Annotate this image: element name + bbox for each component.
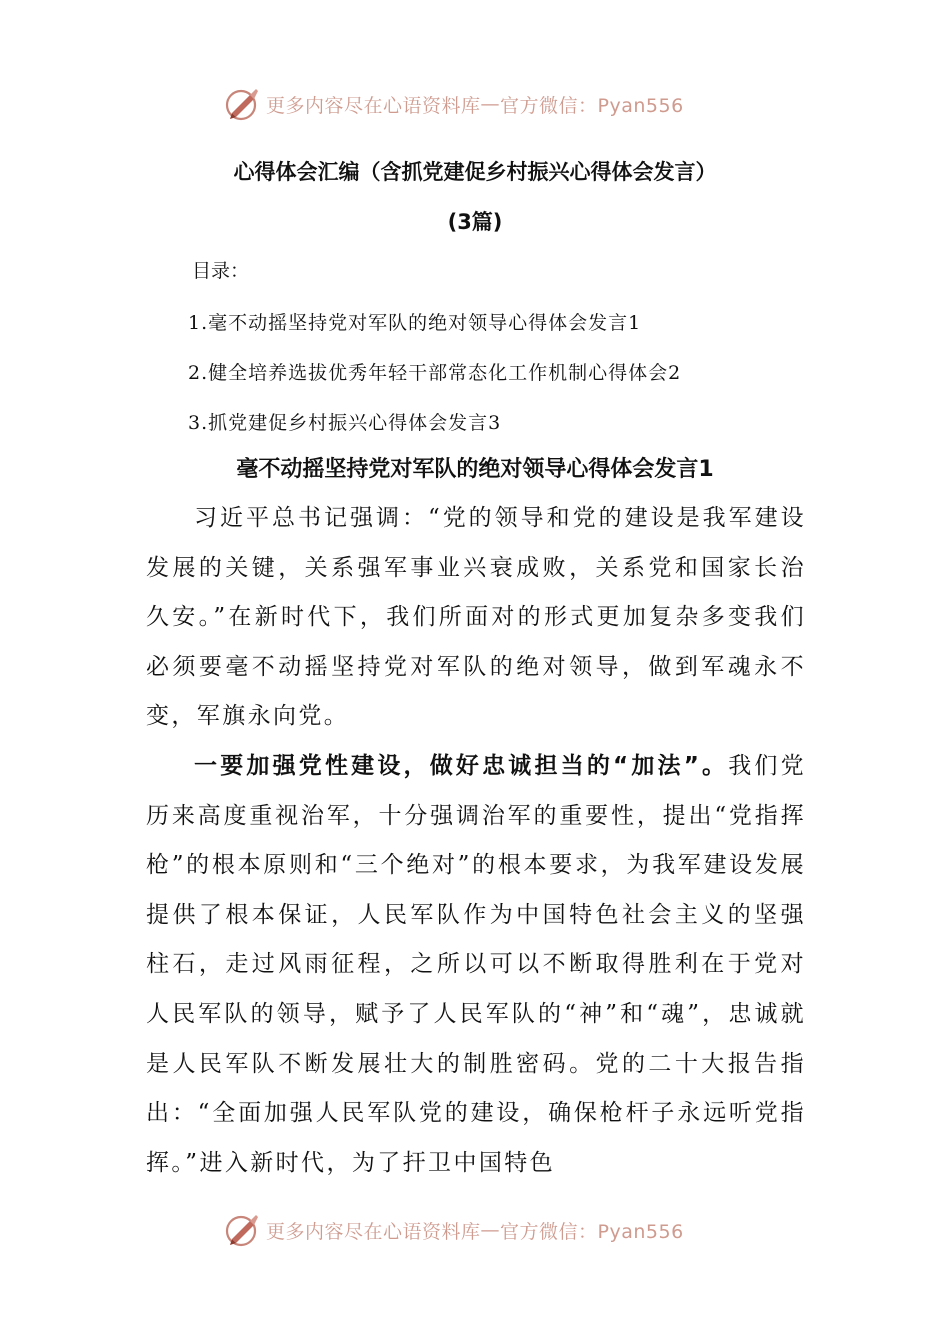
paragraph-2-lead: 一要加强党性建设，做好忠诚担当的“加法”。 bbox=[194, 753, 729, 779]
document-title: 心得体会汇编（含抓党建促乡村振兴心得体会发言） bbox=[233, 160, 717, 184]
toc-item-1[interactable]: 1.毫不动摇坚持党对军队的绝对领导心得体会发言1 bbox=[188, 312, 642, 334]
toc-item-2[interactable]: 2.健全培养选拔优秀年轻干部常态化工作机制心得体会2 bbox=[188, 362, 682, 384]
watermark-banner-top bbox=[224, 84, 684, 124]
watermark-dash: — bbox=[480, 1219, 501, 1241]
toc-item-3[interactable]: 3.抓党建促乡村振兴心得体会发言3 bbox=[188, 412, 502, 434]
watermark-banner-bottom bbox=[224, 1210, 684, 1250]
paragraph-2 bbox=[146, 742, 806, 1188]
watermark-sub-text: 官方微信：Pyan556 bbox=[500, 1220, 684, 1243]
document-title-count: (3篇) bbox=[447, 210, 503, 234]
paragraph-1-text: 习近平总书记强调：“党的领导和党的建设是我军建设发展的关键，关系强军事业兴衰成败，关系党和国家长治久安。”在新时代下，我们所面对的形式更加复杂多变我们必须要毫不动摇坚持党对军队的绝对领导，做到军魂永不变，军旗永向党。 bbox=[146, 505, 806, 730]
watermark-main-text: 更多内容尽在心语资料库 bbox=[266, 1220, 481, 1243]
watermark-dash: — bbox=[480, 93, 501, 115]
paragraph-2-body: 我们党历来高度重视治军，十分强调治军的重要性，提出“党指挥枪”的根本原则和“三个绝对”的根本要求，为我军建设发展提供了根本保证，人民军队作为中国特色社会主义的坚强柱石，走过风雨征程，之所以可以不断取得胜利在于党对人民军队的领导，赋予了人民军队的“神”和“魂”，忠诚就是人民军队不断发展壮大的制胜密码。党的二十大报告指出：“全面加强人民军队党的建设，确保枪杆子永远听党指挥。”进入新时代，为了扞卫中国特色 bbox=[146, 753, 806, 1176]
toc-heading: 目录： bbox=[192, 260, 250, 282]
pen-logo-icon bbox=[224, 1212, 260, 1248]
pen-logo-icon bbox=[224, 86, 260, 122]
paragraph-2-text bbox=[146, 742, 806, 1188]
watermark-main-text: 更多内容尽在心语资料库 bbox=[266, 94, 481, 117]
section-title: 毫不动摇坚持党对军队的绝对领导心得体会发言1 bbox=[236, 457, 714, 482]
watermark-sub-text: 官方微信：Pyan556 bbox=[500, 94, 684, 117]
paragraph-1 bbox=[146, 494, 806, 742]
